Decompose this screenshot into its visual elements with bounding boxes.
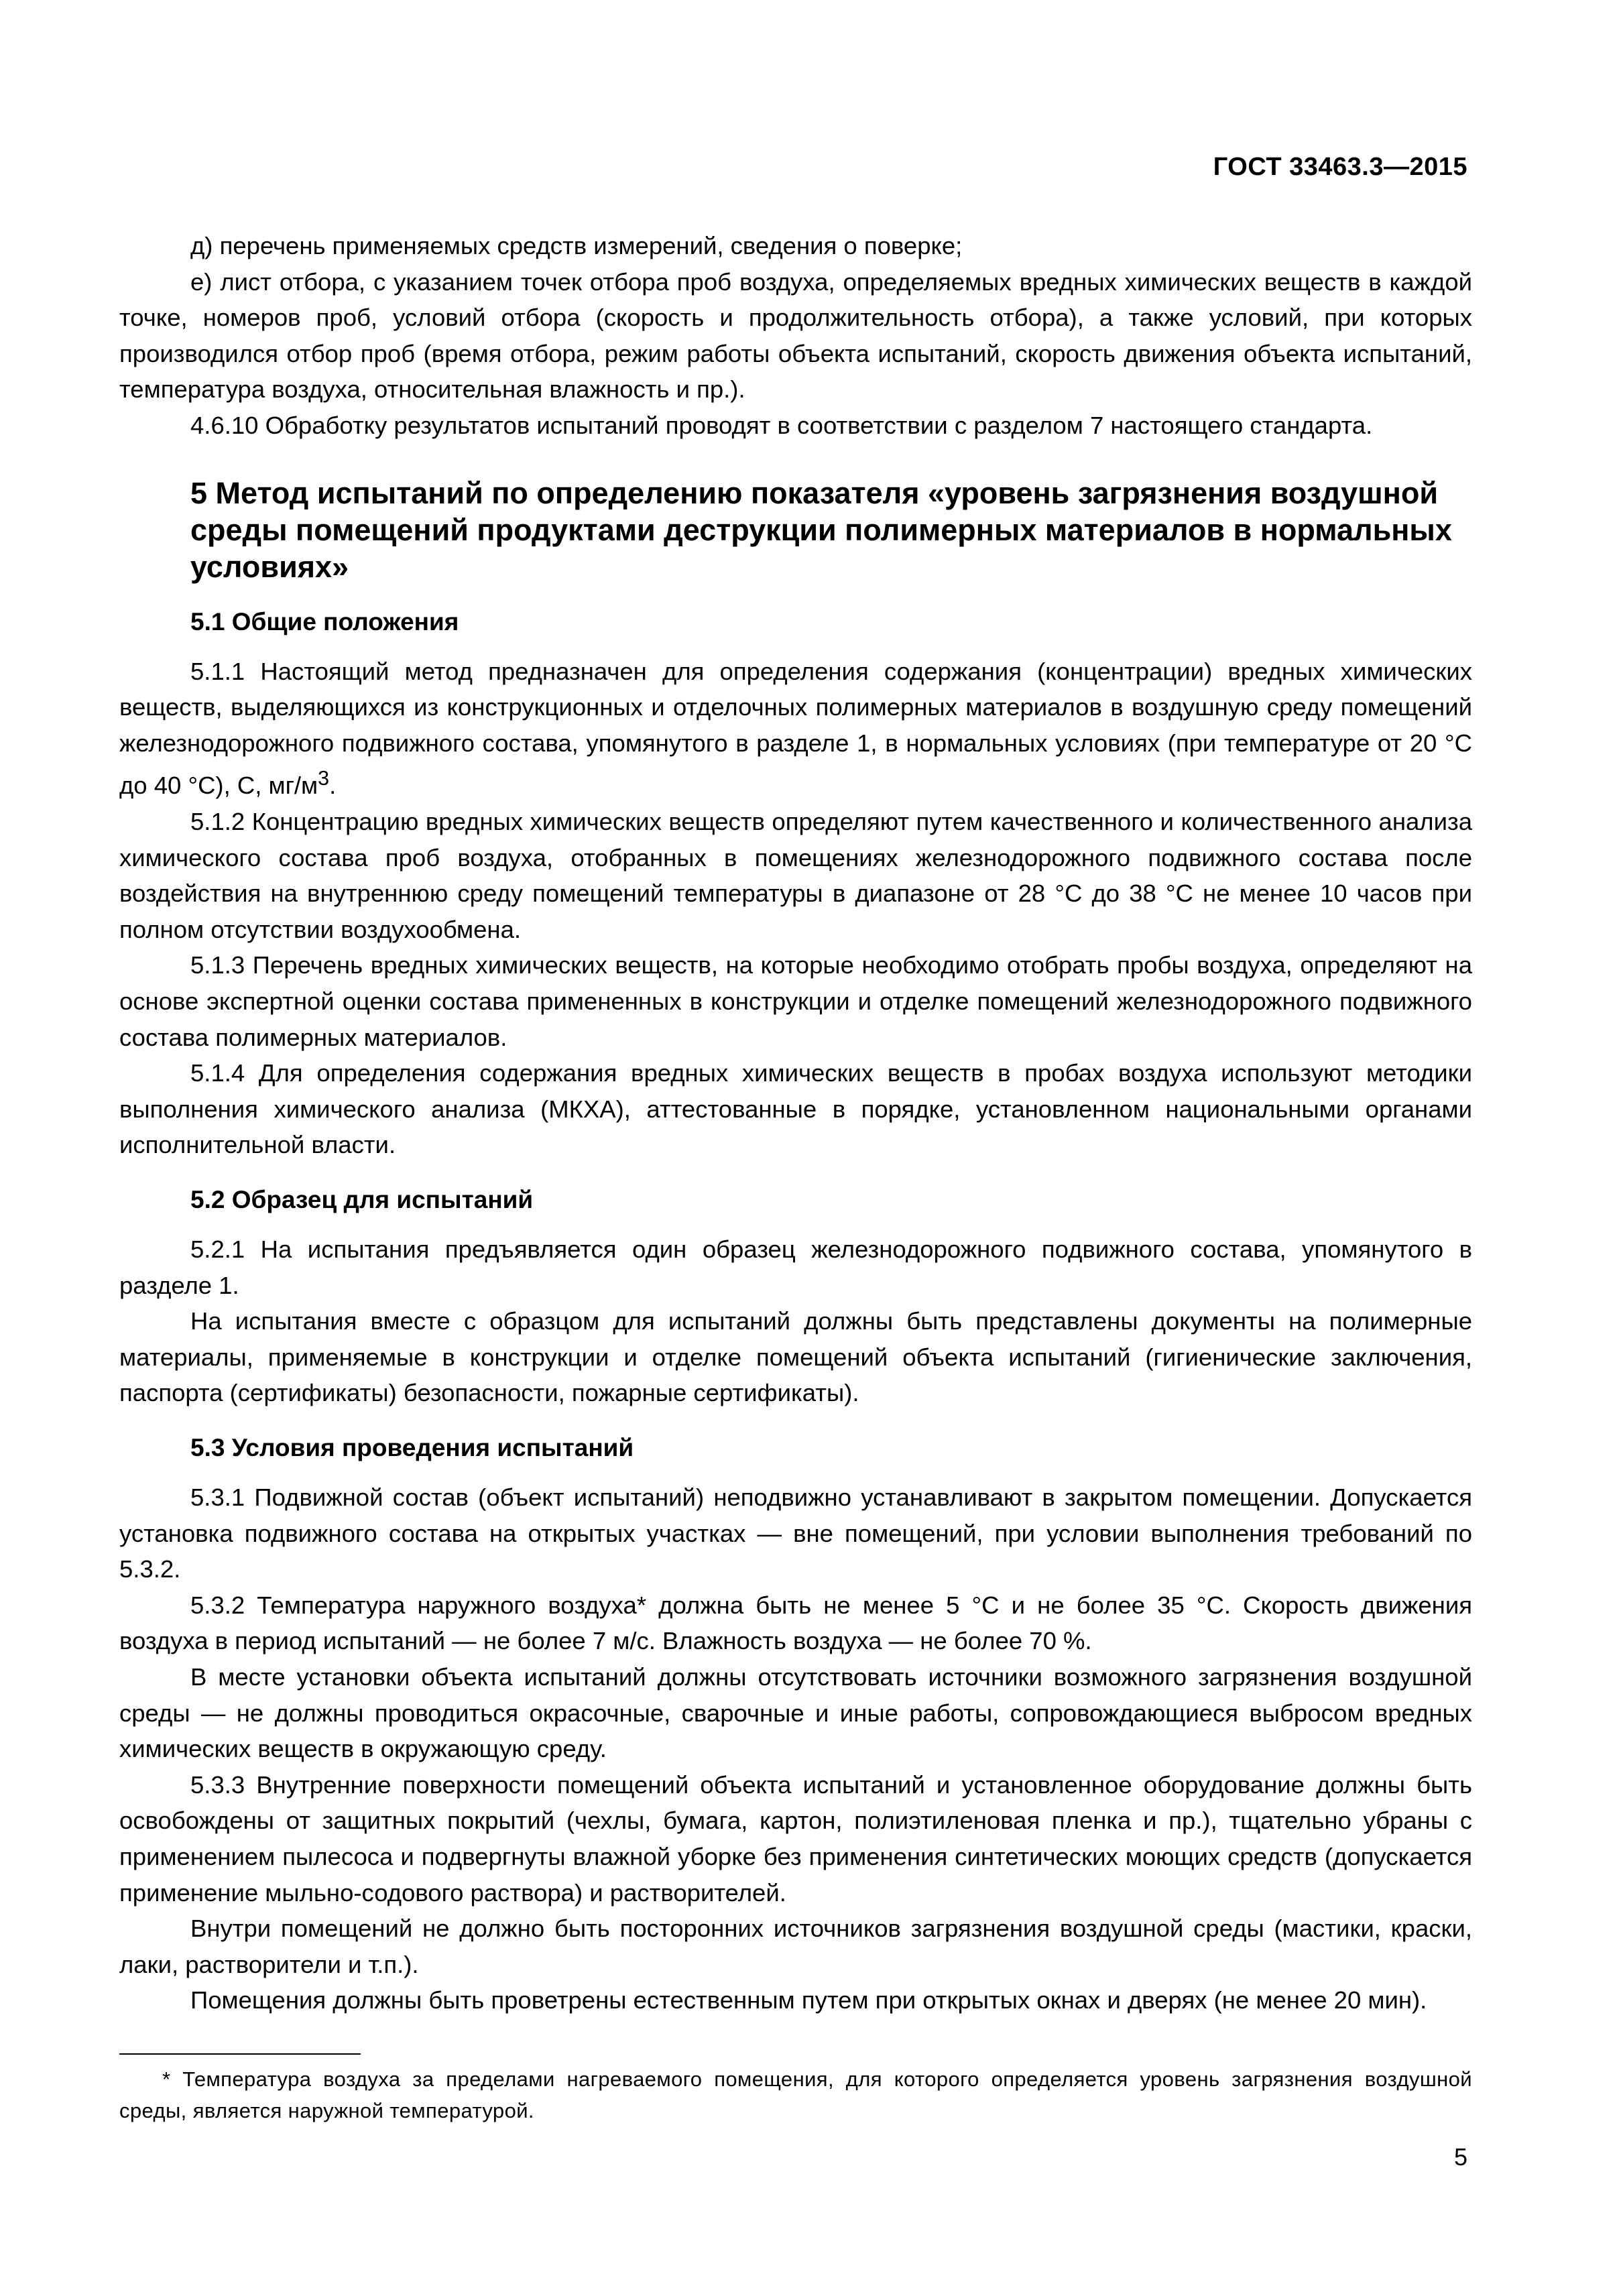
footnote: * Температура воздуха за пределами нагреваемого помещения, для которого определяется уровень загрязнения воздушной среды, является наружной температурой. [119, 2067, 1472, 2122]
section-5-3-title: 5.3 Условия проведения испытаний [190, 1434, 634, 1461]
footnote-separator [119, 2053, 361, 2055]
paragraph-5-2-1-docs: На испытания вместе с образцом для испытаний должны быть представлены документы на полимерные материалы, применяемые в конструкции и отделке помещений объекта испытаний (гигиенические заключения, паспорта (сертификаты) безопасности, пожарные сертификаты). [119, 1307, 1472, 1407]
paragraph-5-3-2-location: В месте установки объекта испытаний должны отсутствовать источники возможного загрязнения воздушной среды — не должны проводиться окрасочные, сварочные и иные работы, сопровождающиеся выбросом вредных химических веществ в окружающую среду. [119, 1663, 1472, 1763]
paragraph-5-1-1-text: 5.1.1 Настоящий метод предназначен для определения содержания (концентрации) вредных химических веществ, выделяющихся из конструкционных и отделочных полимерных материалов в воздушную среду помещений железнодорожного подвижного состава, упомянутого в разделе 1, в нормальных условиях (при температуре от 20 °С до 40 °С), С, мг/м [119, 657, 1472, 800]
list-item-e: е) лист отбора, с указанием точек отбора проб воздуха, определяемых вредных химических веществ в каждой точке, номеров проб, условий отбора (скорость и продолжительность отбора), а также условий, при которых производился отбор проб (время отбора, режим работы объекта испытаний, скорость движения объекта испытаний, температура воздуха, относительная влажность и пр.). [119, 267, 1472, 404]
paragraph-5-1-4: 5.1.4 Для определения содержания вредных химических веществ в пробах воздуха используют методики выполнения химического анализа (МКХА), аттестованные в порядке, установленном национальными органами исполнительной власти. [119, 1059, 1472, 1159]
section-5-2-title: 5.2 Образец для испытаний [190, 1186, 534, 1214]
page-content [119, 228, 1472, 2018]
section-5-title: 5 Метод испытаний по определению показателя «уровень загрязнения воздушной среды помещений продуктами деструкции полимерных материалов в нормальных условиях» [190, 475, 1452, 584]
paragraph-5-1-1-end: . [329, 772, 337, 800]
document-code: ГОСТ 33463.3—2015 [1213, 153, 1467, 181]
superscript-3: 3 [318, 767, 330, 790]
paragraph-5-3-3-ventilation: Помещения должны быть проветрены естественным путем при открытых окнах и дверях (не менее 20 мин). [190, 1986, 1427, 2014]
paragraph-5-1-1 [119, 654, 1472, 804]
paragraph-5-1-2: 5.1.2 Концентрацию вредных химических веществ определяют путем качественного и количественного анализа химического состава проб воздуха, отобранных в помещениях железнодорожного подвижного состава после воздействия на внутреннюю среду помещений температуры в диапазоне от 28 °С до 38 °С не менее 10 часов при полном отсутствии воздухообмена. [119, 808, 1472, 943]
list-item-d: д) перечень применяемых средств измерений, сведения о поверке; [190, 232, 963, 259]
paragraph-5-3-3: 5.3.3 Внутренние поверхности помещений объекта испытаний и установленное оборудование должны быть освобождены от защитных покрытий (чехлы, бумага, картон, полиэтиленовая пленка и пр.), тщательно убраны с применением пылесоса и подвергнуты влажной уборке без применения синтетических моющих средств (допускается применение мыльно-содового раствора) и растворителей. [119, 1770, 1472, 1907]
paragraph-5-3-1: 5.3.1 Подвижной состав (объект испытаний) неподвижно устанавливают в закрытом помещении. Допускается установка подвижного состава на открытых участках — вне помещений, при условии выполнения требований по 5.3.2. [119, 1484, 1472, 1583]
paragraph-5-2-1: 5.2.1 На испытания предъявляется один образец железнодорожного подвижного состава, упомянутого в разделе 1. [119, 1235, 1472, 1299]
page-number: 5 [1453, 2143, 1467, 2171]
paragraph-5-3-2: 5.3.2 Температура наружного воздуха* должна быть не менее 5 °С и не более 35 °С. Скорость движения воздуха в период испытаний — не более 7 м/с. Влажность воздуха — не более 70 %. [119, 1591, 1472, 1655]
paragraph-5-3-3-sources: Внутри помещений не должно быть посторонних источников загрязнения воздушной среды (мастики, краски, лаки, растворители и т.п.). [119, 1915, 1472, 1978]
paragraph-5-1-3: 5.1.3 Перечень вредных химических веществ, на которые необходимо отобрать пробы воздуха, определяют на основе экспертной оценки состава примененных в конструкции и отделке помещений железнодорожного подвижного состава полимерных материалов. [119, 951, 1472, 1051]
section-5-1-title: 5.1 Общие положения [190, 607, 459, 636]
paragraph-4-6-10: 4.6.10 Обработку результатов испытаний проводят в соответствии с разделом 7 настоящего стандарта. [190, 411, 1373, 439]
